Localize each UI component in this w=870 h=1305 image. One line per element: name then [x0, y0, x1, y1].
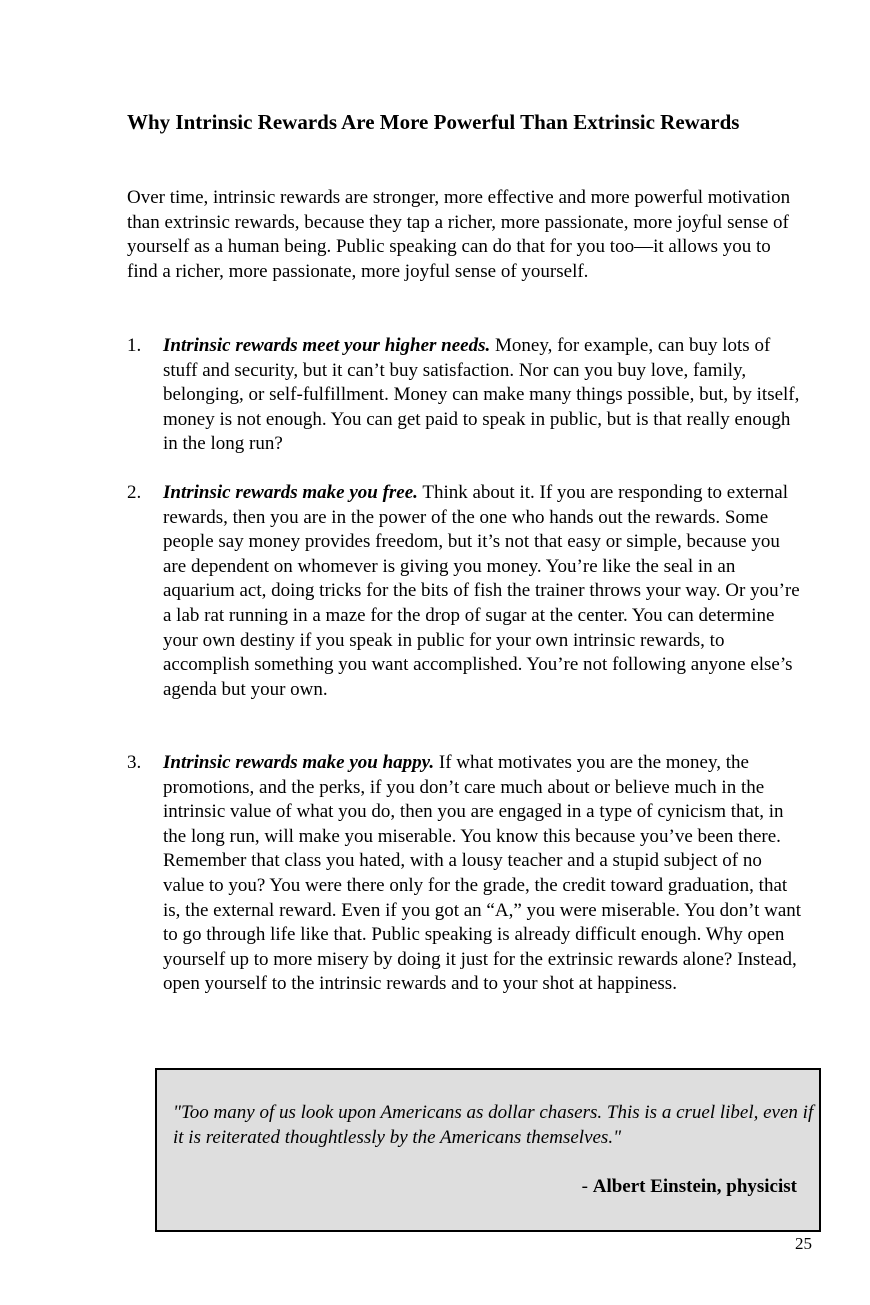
- list-item-text: Think about it. If you are responding to external rewards, then you are in the power of the one who hands out the rewards. Some people say money provides freedom, but it’s not that easy or simple, because you are dependent on whomever is giving you money. You’re like the seal in an aquarium act, doing tricks for the bits of fish the trainer throws your way. Or you’re a lab rat running in a maze for the drop of sugar at the center. You can determine your own destiny if you speak in public for your own intrinsic rewards, to accomplish something you want accomplished. You’re not following anyone else’s agenda but your own.: [163, 482, 800, 700]
- quote-box: [155, 1068, 821, 1232]
- list-item: [127, 751, 807, 997]
- quote-dash: -: [581, 1176, 593, 1197]
- list-item-body: [163, 334, 805, 457]
- list-item-lead: Intrinsic rewards meet your higher needs.: [163, 335, 491, 356]
- list-item-number: 2.: [127, 482, 142, 503]
- list-item-number: 3.: [127, 752, 142, 773]
- list-item-number: 1.: [127, 335, 142, 356]
- page-number: 25: [795, 1234, 812, 1253]
- list-item: [127, 481, 807, 702]
- quote-attribution: [582, 1176, 797, 1198]
- list-item-body: [163, 751, 805, 997]
- list-item-body: [163, 481, 805, 702]
- list-item-text: If what motivates you are the money, the promotions, and the perks, if you don’t care much about or believe much in the intrinsic value of what you do, then you are engaged in a type of cynicism that, in the long run, will make you miserable. You know this because you’ve been there. Remember that class you hated, with a lousy teacher and a stupid subject of no value to you? You were there only for the grade, the credit toward graduation, that is, the external reward. Even if you got an “A,” you were miserable. You don’t want to go through life like that. Public speaking is already difficult enough. Why open yourself up to more misery by doing it just for the extrinsic rewards alone? Instead, open yourself to the intrinsic rewards and to your shot at happiness.: [163, 752, 802, 995]
- intro-paragraph: Over time, intrinsic rewards are stronger, more effective and more powerful motivation than extrinsic rewards, because they tap a richer, more passionate, more joyful sense of yourself as a human being. Public speaking can do that for you too—it allows you to find a richer, more passionate, more joyful sense of yourself.: [127, 187, 791, 282]
- quote-text: "Too many of us look upon Americans as dollar chasers. This is a cruel libel, even if it is reiterated thoughtlessly by the Americans themselves.": [173, 1102, 814, 1148]
- quote-author: Albert Einstein, physicist: [592, 1176, 797, 1197]
- section-heading: Why Intrinsic Rewards Are More Powerful Than Extrinsic Rewards: [127, 110, 740, 134]
- list-item-lead: Intrinsic rewards make you free.: [163, 482, 418, 503]
- list-item: [127, 334, 807, 457]
- list-item-text: Money, for example, can buy lots of stuff and security, but it can’t buy satisfaction. Nor can you buy love, family, belonging, or self-fulfillment. Money can make many things possible, but, by itself, money is not enough. You can get paid to speak in public, but is that really enough in the long run?: [163, 335, 800, 455]
- list-item-lead: Intrinsic rewards make you happy.: [163, 752, 435, 773]
